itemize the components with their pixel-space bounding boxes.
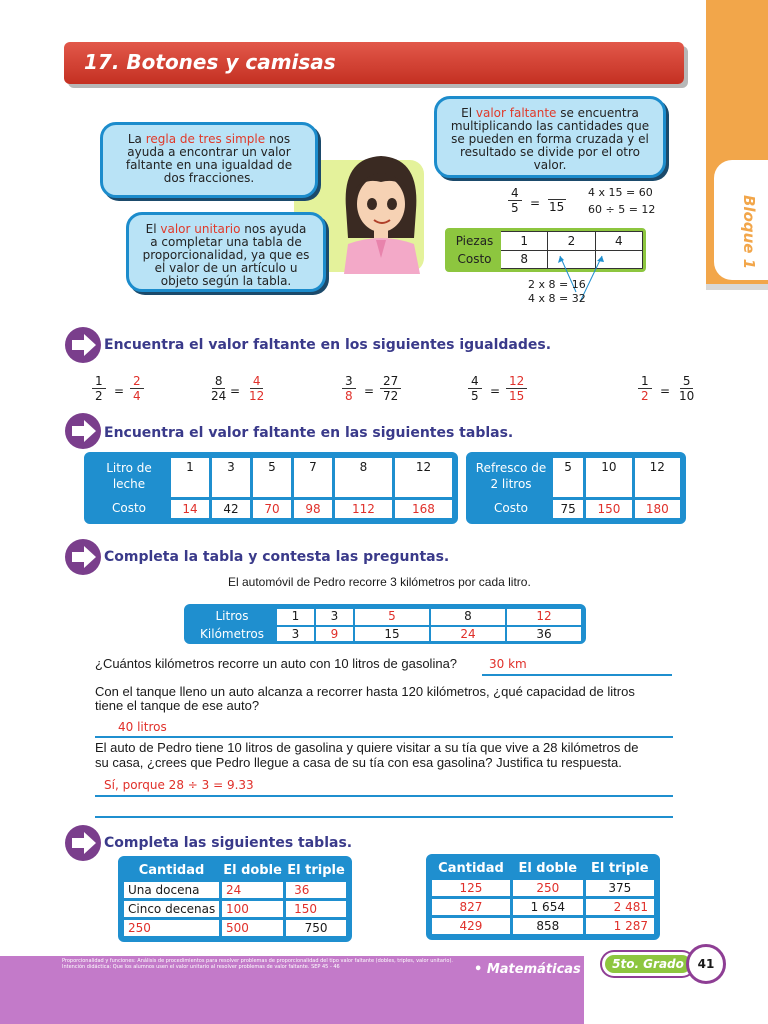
column-header: El doble: [513, 860, 583, 877]
numerator: 1: [638, 374, 652, 389]
bloque-tab: [706, 0, 768, 290]
bubble-valor-faltante: [434, 96, 666, 178]
row-label: Kilómetros: [189, 627, 275, 643]
answer-cell: 250: [513, 880, 583, 896]
answer-cell: 112: [335, 500, 392, 518]
equals-sign: =: [490, 384, 501, 398]
answer-cell: 36: [286, 882, 346, 898]
answer-line: [482, 674, 672, 676]
equals-sign: =: [530, 196, 541, 210]
answer-cell: 14: [171, 500, 209, 518]
fraction: [676, 374, 697, 403]
numerator: 8: [212, 374, 226, 389]
fraction: [208, 374, 229, 403]
answer-line: [95, 816, 673, 818]
column-header: El triple: [287, 863, 345, 879]
section-title: Completa la tabla y contesta las preguntas.: [104, 549, 450, 565]
row-label: [472, 458, 550, 497]
page-number: 41: [686, 944, 726, 984]
calc-line: 2 x 8 = 16: [528, 278, 586, 291]
denominator: 10: [679, 389, 695, 403]
answer-cell: 24: [222, 882, 283, 898]
answer-cell: 1 287: [586, 918, 654, 934]
bubble-text: La: [127, 132, 146, 146]
bubble-highlight: regla de tres simple: [145, 132, 266, 146]
answer-cell: 125: [432, 880, 510, 896]
answer-cell: 9: [316, 627, 353, 643]
answer-cell: 5: [355, 609, 429, 625]
table-cell: 8: [431, 609, 505, 625]
answer-cell: 98: [294, 500, 332, 518]
fraction: [468, 374, 482, 403]
table-cell: 7: [294, 458, 332, 497]
table-cell: 4: [595, 232, 642, 251]
footer-subject: • Matemáticas: [474, 962, 581, 977]
bubble-text: El: [461, 106, 476, 120]
bubble-highlight: valor unitario: [160, 222, 241, 236]
lesson-title: 17. Botones y camisas: [84, 50, 336, 74]
table-cell: 8: [335, 458, 392, 497]
answer-3: Sí, porque 28 ÷ 3 = 9.33: [104, 778, 254, 792]
calc-line: 4 x 15 = 60: [588, 186, 653, 199]
denominator: 12: [249, 389, 265, 403]
answer-line: [95, 736, 673, 738]
answer-cell: 12: [507, 609, 581, 625]
problem-intro: El automóvil de Pedro recorre 3 kilómetros por cada litro.: [228, 575, 531, 589]
answer-line: [95, 795, 673, 797]
row-label: Costo: [449, 250, 501, 269]
example-fraction-right: [546, 186, 567, 214]
numerator-blank: [548, 186, 566, 200]
column-header: Cantidad: [124, 862, 219, 879]
table-cell: 12: [395, 458, 452, 497]
table-refresco: [466, 452, 686, 524]
bubble-text: nos ayuda a completar una tabla de proporcionalidad, ya que es el valor de un artículo u objeto según la tabla.: [142, 222, 310, 288]
bubble-text: se encuentra multiplicando las cantidades que se pueden en forma cruzada y el resultado se divide por el otro valor.: [450, 106, 650, 172]
fraction: [246, 374, 267, 403]
question-2-line-1: Con el tanque lleno un auto alcanza a recorrer hasta 120 kilómetros, ¿qué capacidad de litros: [95, 684, 635, 699]
bubble-text: nos ayuda a encontrar un valor faltante en una igualdad de dos fracciones.: [125, 132, 293, 185]
example-fraction-left: [508, 186, 522, 215]
fraction: [506, 374, 527, 403]
equals-sign: =: [660, 384, 671, 398]
row-label: Litros: [189, 609, 275, 625]
numerator: 1: [92, 374, 106, 389]
table-doble-triple-b: [426, 854, 660, 940]
equals-sign: =: [114, 384, 125, 398]
denominator: 15: [509, 389, 525, 403]
table-cell: 375: [586, 880, 654, 896]
answer-cell: 827: [432, 899, 510, 915]
table-cell: 5: [553, 458, 583, 497]
arrow-icon: [64, 824, 102, 862]
fraction: [130, 374, 144, 403]
table-litros-km: [184, 604, 586, 644]
numerator: 12: [506, 374, 527, 389]
equals-sign: =: [364, 384, 375, 398]
row-label: [90, 458, 168, 497]
table-cell: 42: [212, 500, 250, 518]
footer-note: Proporcionalidad y funciones: Análisis de procedimientos para resolver problemas de proporcionalidad del tipo valor faltante (dobles, triples, valor unitario). Intención didáctica: Que los alumnos usen el valor unitario al resolver problemas de valor faltante. SEP 45 - 46: [62, 958, 453, 970]
section-title: Encuentra el valor faltante en los siguientes igualdades.: [104, 337, 552, 353]
fraction: [638, 374, 652, 403]
table-doble-triple-a: [118, 856, 352, 942]
row-label: Piezas: [449, 232, 501, 251]
question-3-line-2: su casa, ¿crees que Pedro llegue a casa de su tía con esa gasolina? Justifica tu respuesta.: [95, 755, 622, 770]
question-2-line-2: tiene el tanque de ese auto?: [95, 698, 260, 713]
label-line: Refresco de: [475, 461, 547, 476]
numerator: 4: [468, 374, 482, 389]
numerator: 5: [680, 374, 694, 389]
label-line: Litro de: [106, 461, 152, 476]
label-line: 2 litros: [490, 477, 532, 492]
table-cell: 2: [548, 232, 595, 251]
answer-2: 40 litros: [118, 720, 167, 734]
bubble-text: El: [145, 222, 161, 236]
fraction: [380, 374, 401, 403]
column-header: Cantidad: [432, 860, 510, 877]
answer-cell: 2 481: [586, 899, 654, 915]
table-cell: 10: [586, 458, 631, 497]
table-cell: 750: [286, 920, 346, 936]
denominator: 8: [345, 389, 353, 403]
table-cell: 1: [171, 458, 209, 497]
column-header: El triple: [586, 860, 654, 877]
answer-cell: 500: [222, 920, 283, 936]
table-cell: Cinco decenas: [124, 901, 219, 917]
calc-line: 60 ÷ 5 = 12: [588, 203, 656, 216]
bloque-label: Bloque 1: [740, 195, 758, 270]
table-cell: 12: [635, 458, 680, 497]
arrow-icon: [64, 326, 102, 364]
table-cell: 5: [253, 458, 291, 497]
fraction: [342, 374, 356, 403]
table-cell: 3: [316, 609, 353, 625]
answer-cell: 250: [124, 920, 219, 936]
section-title: Encuentra el valor faltante en las siguientes tablas.: [104, 425, 514, 441]
denominator: 5: [471, 389, 479, 403]
lesson-title-bar: [64, 42, 684, 84]
calc-line: 4 x 8 = 32: [528, 292, 586, 305]
section-title: Completa las siguientes tablas.: [104, 835, 353, 851]
answer-cell: 70: [253, 500, 291, 518]
numerator: 3: [342, 374, 356, 389]
answer-cell: 150: [586, 500, 631, 518]
fraction: [92, 374, 106, 403]
answer-cell: 168: [395, 500, 452, 518]
table-cell: 1: [277, 609, 314, 625]
table-cell: 75: [553, 500, 583, 518]
question-3-line-1: El auto de Pedro tiene 10 litros de gasolina y quiere visitar a su tía que vive a 28 kilómetros de: [95, 740, 639, 755]
row-label: Costo: [472, 500, 550, 518]
denominator: 24: [211, 389, 227, 403]
answer-cell: 429: [432, 918, 510, 934]
table-cell: 858: [513, 918, 583, 934]
table-cell: Una docena: [124, 882, 219, 898]
label-line: leche: [112, 477, 146, 492]
table-leche: [84, 452, 458, 524]
row-label: Costo: [90, 500, 168, 518]
table-cell: 3: [277, 627, 314, 643]
numerator: 2: [130, 374, 144, 389]
numerator: 27: [380, 374, 401, 389]
denominator: 4: [133, 389, 141, 403]
denominator: 2: [641, 389, 649, 403]
answer-cell: 180: [635, 500, 680, 518]
arrow-icon: [64, 538, 102, 576]
grade-badge: [602, 952, 694, 976]
numerator: 4: [508, 186, 522, 201]
table-cell: 3: [212, 458, 250, 497]
grade-label: 5to. Grado: [612, 957, 684, 971]
table-cell: 1 654: [513, 899, 583, 915]
question-1: ¿Cuántos kilómetros recorre un auto con 10 litros de gasolina?: [95, 656, 458, 671]
bubble-highlight: valor faltante: [475, 106, 557, 120]
answer-cell: 100: [222, 901, 283, 917]
equals-sign: =: [230, 384, 241, 398]
arrow-icon: [64, 412, 102, 450]
girl-illustration: [336, 148, 426, 274]
bubble-valor-unitario: [126, 212, 326, 292]
numerator: 4: [250, 374, 264, 389]
table-cell: 36: [507, 627, 581, 643]
table-cell: 1: [501, 232, 548, 251]
denominator: 5: [511, 201, 519, 215]
denominator: 2: [95, 389, 103, 403]
bubble-regla-tres: [100, 122, 318, 198]
table-cell: 8: [501, 250, 548, 269]
denominator: 72: [383, 389, 399, 403]
denominator: 15: [549, 200, 565, 214]
answer-1: 30 km: [489, 657, 527, 671]
answer-cell: 150: [286, 901, 346, 917]
table-cell: 15: [355, 627, 429, 643]
column-header: El doble: [223, 863, 282, 879]
answer-cell: 24: [431, 627, 505, 643]
